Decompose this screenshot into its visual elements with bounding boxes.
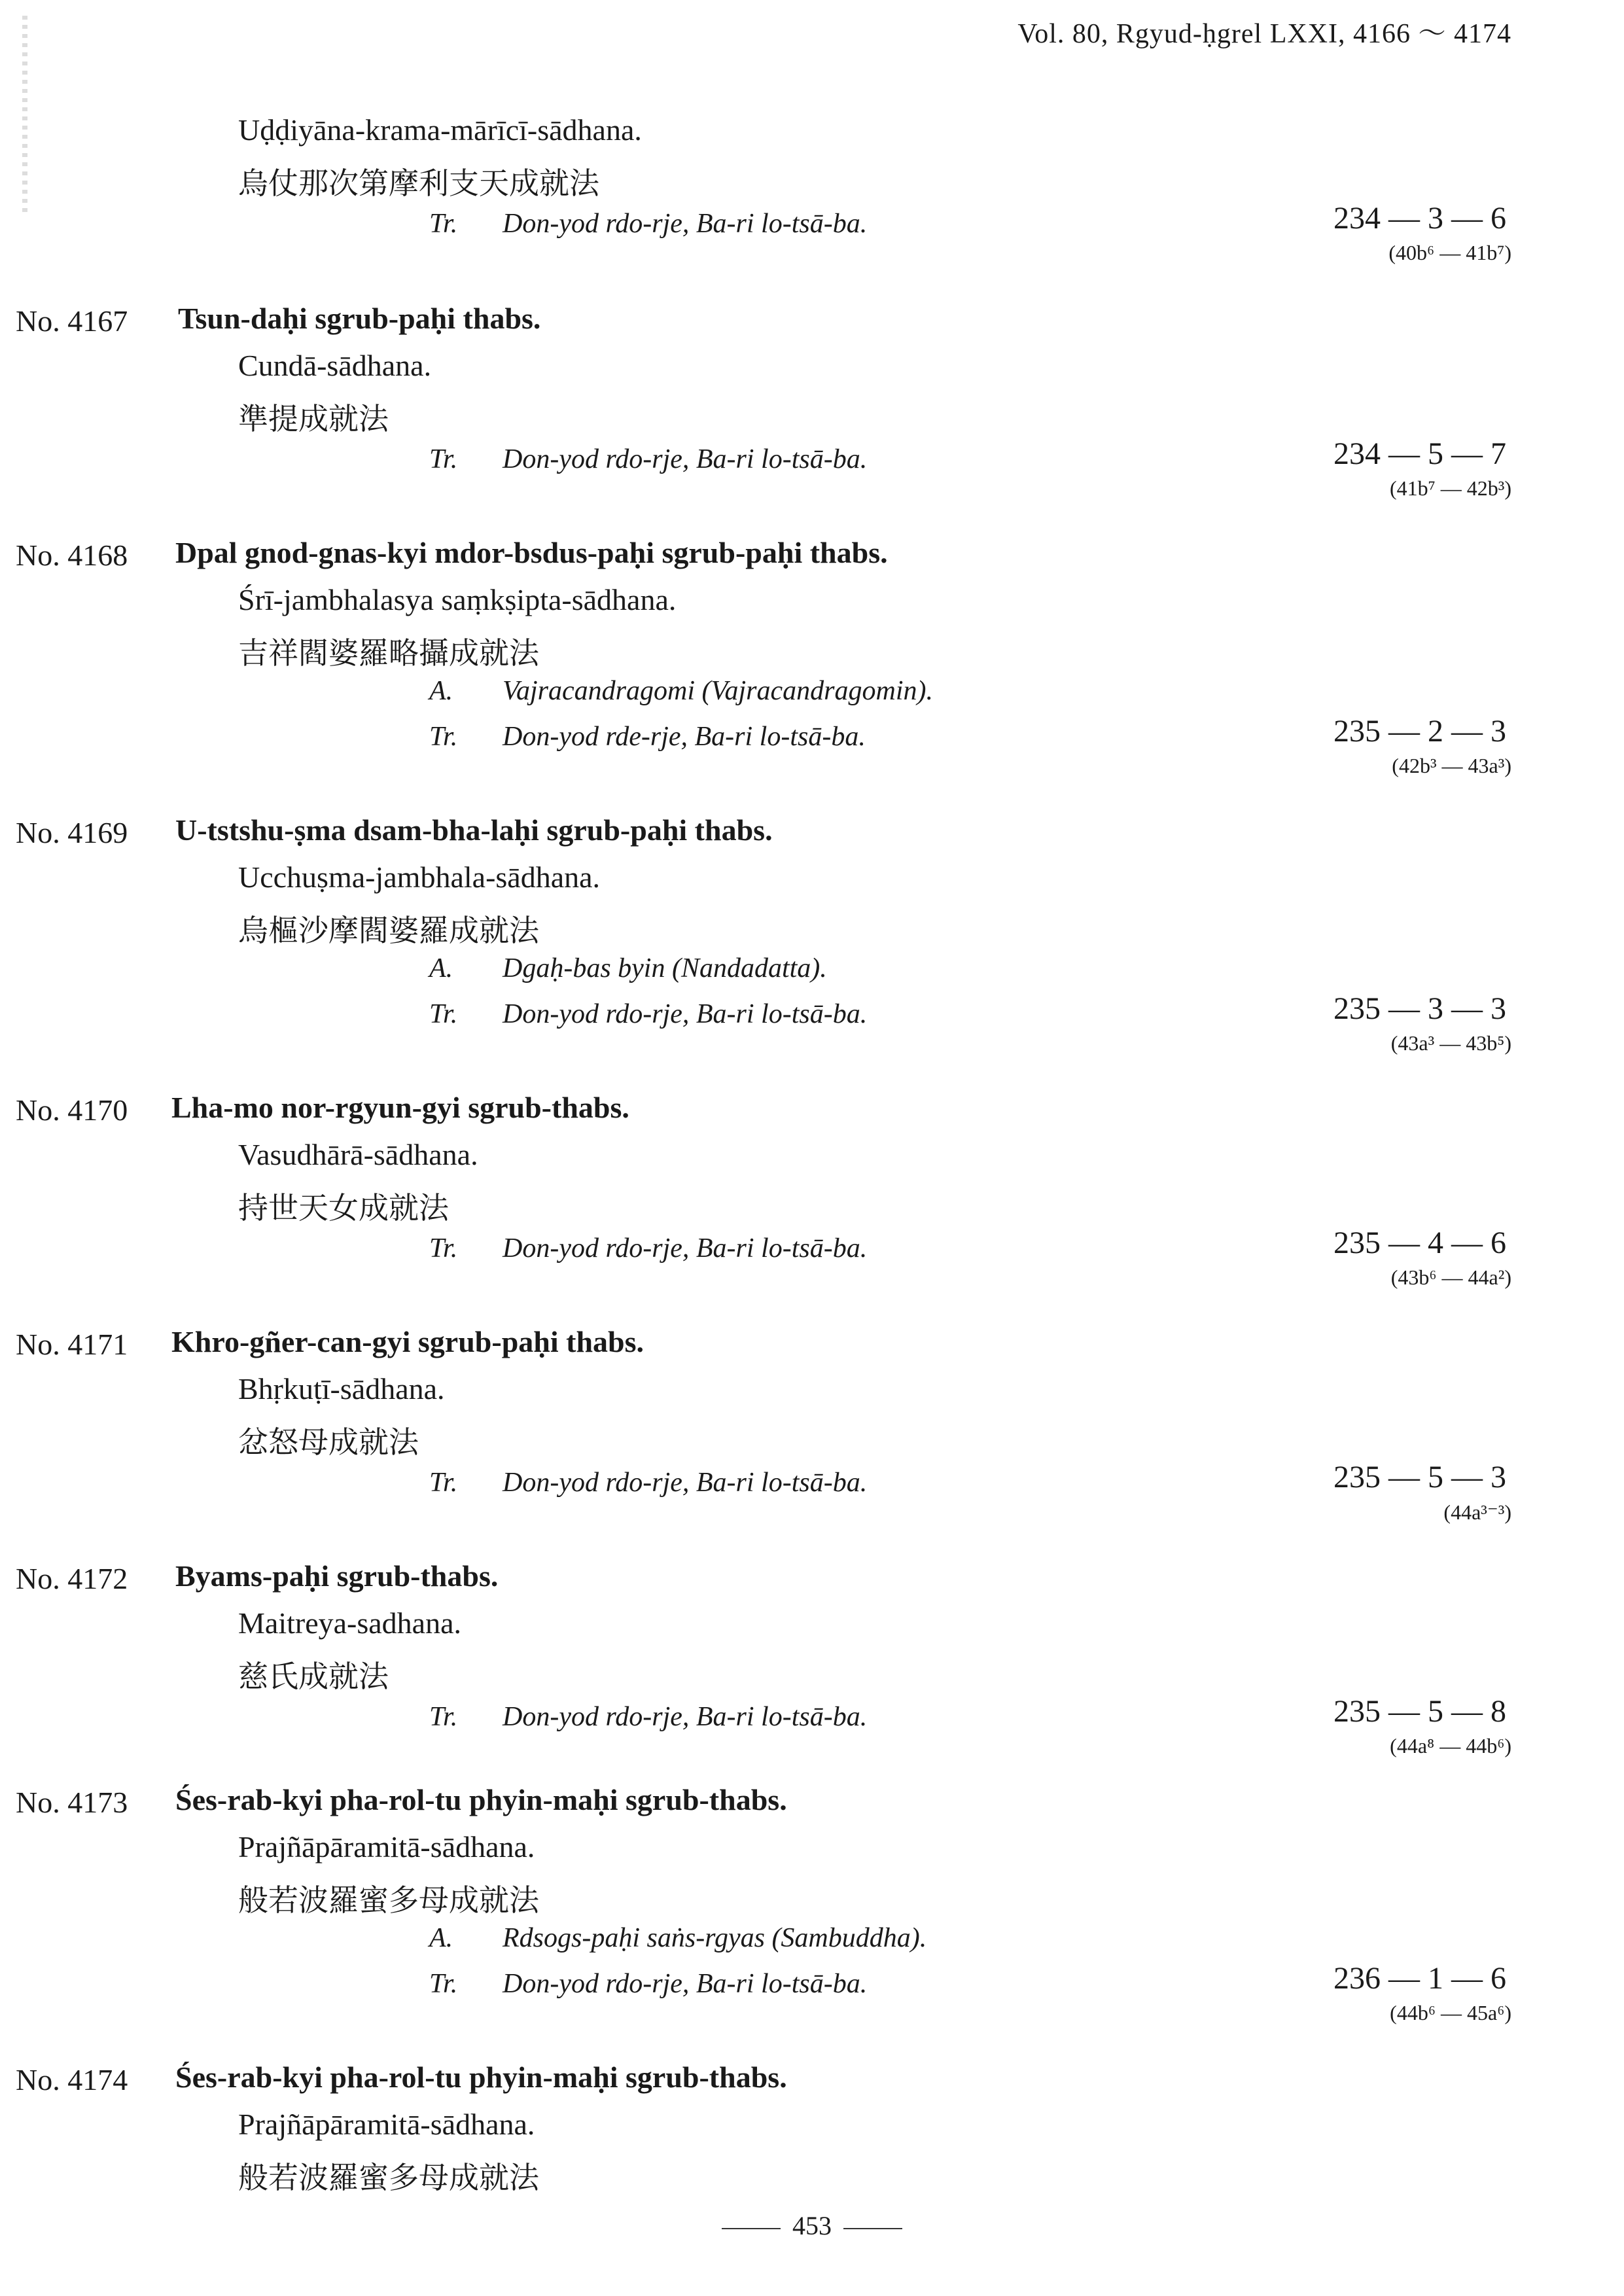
role-label: Tr. — [429, 1702, 458, 1732]
entry-folio: (44a³⁻³) — [1443, 1500, 1511, 1524]
role-label: Tr. — [429, 999, 458, 1029]
role-value: Dgaḥ-bas byin (Nandadatta). — [503, 953, 827, 983]
entry-translator — [429, 1467, 867, 1498]
entry-chinese-title: 烏仗那次第摩利支天成就法 — [238, 167, 599, 200]
rule-right — [843, 2228, 902, 2229]
entry-chinese-title: 般若波羅蜜多母成就法 — [238, 2161, 539, 2195]
role-value: Don-yod rdo-rje, Ba-ri lo-tsā-ba. — [503, 444, 868, 474]
rule-left — [722, 2228, 781, 2229]
entry-tibetan-title: Khro-gñer-can-gyi sgrub-paḥi thabs. — [171, 1325, 644, 1358]
entry-number: No. 4171 — [16, 1328, 128, 1361]
entry-translator — [429, 208, 867, 239]
entry-reference: 235 — 5 — 8 — [1333, 1694, 1506, 1729]
entry-reference: 234 — 5 — 7 — [1333, 436, 1506, 471]
entry-author — [429, 953, 827, 984]
role-label: A. — [429, 1923, 453, 1953]
entry-chinese-title: 吉祥閻婆羅略攝成就法 — [238, 637, 539, 670]
entry-tibetan-title: Tsun-daḥi sgrub-paḥi thabs. — [178, 302, 541, 335]
page-number-text: 453 — [792, 2211, 832, 2240]
role-label: Tr. — [429, 1233, 458, 1263]
scan-margin-artifact — [22, 16, 27, 212]
role-label: Tr. — [429, 209, 458, 239]
entry-sanskrit-title: Bhṛkuṭī-sādhana. — [238, 1372, 445, 1405]
entry-translator — [429, 1233, 867, 1264]
running-header: Vol. 80, Rgyud-ḥgrel LXXI, 4166 ～ 4174 — [1017, 19, 1511, 49]
entry-number: No. 4169 — [16, 816, 128, 849]
entry-tibetan-title: Byams-paḥi sgrub-thabs. — [175, 1559, 499, 1593]
entry-folio: (40b⁶ — 41b⁷) — [1388, 241, 1511, 264]
entry-translator — [429, 444, 867, 475]
entry-sanskrit-title: Prajñāpāramitā-sādhana. — [238, 1830, 535, 1863]
entry-sanskrit-title: Prajñāpāramitā-sādhana. — [238, 2108, 535, 2141]
entry-reference: 236 — 1 — 6 — [1333, 1961, 1506, 1996]
entry-translator — [429, 721, 866, 752]
entry-tibetan-title: U-tstshu-ṣma dsam-bha-laḥi sgrub-paḥi thabs. — [175, 813, 773, 847]
entry-sanskrit-title: Maitreya-sadhana. — [238, 1606, 462, 1640]
role-value: Don-yod rdo-rje, Ba-ri lo-tsā-ba. — [503, 1969, 868, 1999]
entry-sanskrit-title: Uḍḍiyāna-krama-mārīcī-sādhana. — [238, 113, 642, 147]
entry-folio: (44b⁶ — 45a⁶) — [1390, 2001, 1511, 2024]
role-value: Don-yod rdo-rje, Ba-ri lo-tsā-ba. — [503, 1468, 868, 1498]
role-value: Don-yod rdo-rje, Ba-ri lo-tsā-ba. — [503, 209, 868, 239]
entry-tibetan-title: Lha-mo nor-rgyun-gyi sgrub-thabs. — [171, 1091, 629, 1124]
entry-sanskrit-title: Ucchuṣma-jambhala-sādhana. — [238, 860, 601, 894]
entry-sanskrit-title: Śrī-jambhalasya saṃkṣipta-sādhana. — [238, 583, 677, 616]
entry-chinese-title: 慈氏成就法 — [238, 1660, 389, 1693]
entry-folio: (42b³ — 43a³) — [1392, 754, 1511, 777]
entry-chinese-title: 般若波羅蜜多母成就法 — [238, 1884, 539, 1917]
entry-folio: (43a³ — 43b⁵) — [1390, 1031, 1511, 1055]
entry-reference: 235 — 3 — 3 — [1333, 991, 1506, 1026]
entry-folio: (44a⁸ — 44b⁶) — [1390, 1734, 1511, 1757]
role-label: A. — [429, 676, 453, 706]
entry-number: No. 4170 — [16, 1093, 128, 1127]
entry-tibetan-title: Śes-rab-kyi pha-rol-tu phyin-maḥi sgrub-thabs. — [175, 2060, 787, 2094]
entry-reference: 235 — 2 — 3 — [1333, 714, 1506, 749]
role-value: Rdsogs-paḥi saṅs-rgyas (Sambuddha). — [503, 1923, 927, 1953]
entry-folio: (43b⁶ — 44a²) — [1390, 1265, 1511, 1289]
entry-tibetan-title: Śes-rab-kyi pha-rol-tu phyin-maḥi sgrub-thabs. — [175, 1783, 787, 1816]
entry-sanskrit-title: Vasudhārā-sādhana. — [238, 1138, 478, 1171]
entry-sanskrit-title: Cundā-sādhana. — [238, 349, 432, 382]
role-value: Don-yod rdo-rje, Ba-ri lo-tsā-ba. — [503, 1233, 868, 1263]
page-number — [0, 2210, 1624, 2241]
entry-number: No. 4173 — [16, 1786, 128, 1819]
role-value: Vajracandragomi (Vajracandragomin). — [503, 676, 933, 706]
role-label: Tr. — [429, 444, 458, 474]
role-label: Tr. — [429, 722, 458, 752]
entry-reference: 234 — 3 — 6 — [1333, 201, 1506, 236]
role-label: Tr. — [429, 1969, 458, 1999]
role-value: Don-yod rdo-rje, Ba-ri lo-tsā-ba. — [503, 999, 868, 1029]
entry-folio: (41b⁷ — 42b³) — [1389, 476, 1511, 500]
role-value: Don-yod rdo-rje, Ba-ri lo-tsā-ba. — [503, 1702, 868, 1732]
role-label: A. — [429, 953, 453, 983]
entry-translator — [429, 1701, 867, 1733]
entry-number: No. 4174 — [16, 2063, 128, 2096]
role-value: Don-yod rde-rje, Ba-ri lo-tsā-ba. — [503, 722, 866, 752]
entry-translator — [429, 1968, 867, 2000]
role-label: Tr. — [429, 1468, 458, 1498]
entry-chinese-title: 持世天女成就法 — [238, 1192, 449, 1225]
entry-chinese-title: 準提成就法 — [238, 402, 389, 436]
entry-reference: 235 — 4 — 6 — [1333, 1226, 1506, 1260]
entry-chinese-title: 忿怒母成就法 — [238, 1426, 419, 1459]
entry-number: No. 4172 — [16, 1562, 128, 1595]
entry-author — [429, 1922, 927, 1954]
entry-tibetan-title: Dpal gnod-gnas-kyi mdor-bsdus-paḥi sgrub-paḥi thabs. — [175, 536, 888, 569]
entry-number: No. 4167 — [16, 304, 128, 338]
entry-number: No. 4168 — [16, 539, 128, 572]
entry-author — [429, 675, 933, 707]
entry-reference: 235 — 5 — 3 — [1333, 1460, 1506, 1494]
entry-translator — [429, 998, 867, 1030]
entry-chinese-title: 烏樞沙摩閻婆羅成就法 — [238, 914, 539, 947]
